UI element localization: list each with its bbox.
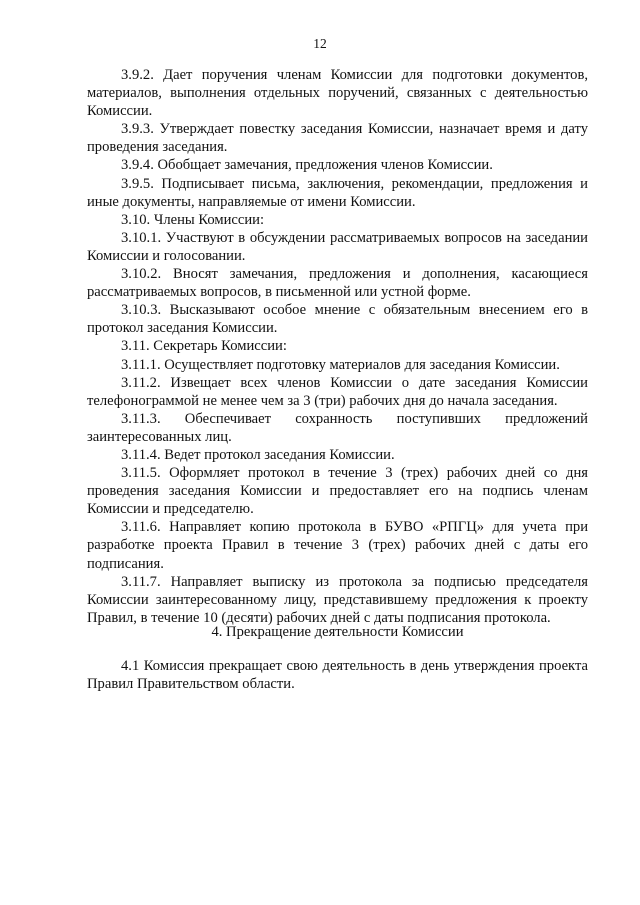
- paragraph-3-11-1: 3.11.1. Осуществляет подготовку материалов для заседания Комиссии.: [121, 356, 560, 373]
- paragraph-3-11-3: 3.11.3. Обеспечивает сохранность поступивших предложений заинтересованных лиц.: [87, 410, 588, 445]
- paragraph-3-11: 3.11. Секретарь Комиссии:: [121, 338, 287, 355]
- closing-section: [87, 657, 588, 693]
- document-body: [87, 66, 588, 627]
- paragraph-3-11-4: 3.11.4. Ведет протокол заседания Комиссии.: [121, 446, 395, 463]
- paragraph-3-9-2: 3.9.2. Дает поручения членам Комиссии для подготовки документов, материалов, выполнения отдельных поручений, связанных с деятельностью Комиссии.: [87, 67, 588, 120]
- paragraph-3-11-6: 3.11.6. Направляет копию протокола в БУВО «РПГЦ» для учета при разработке проекта Правил в течение 3 (трех) рабочих дней с даты его подписания.: [87, 519, 588, 572]
- paragraph-4-1: 4.1 Комиссия прекращает свою деятельность в день утверждения проекта Правил Правительством области.: [87, 658, 588, 693]
- paragraph-3-10-2: 3.10.2. Вносят замечания, предложения и дополнения, касающиеся рассматриваемых вопросов, в письменной или устной форме.: [87, 266, 588, 301]
- paragraph-3-10-3: 3.10.3. Высказывают особое мнение с обязательным внесением его в протокол заседания Комиссии.: [87, 302, 588, 337]
- paragraph-3-9-5: 3.9.5. Подписывает письма, заключения, рекомендации, предложения и иные документы, направляемые от имени Комиссии.: [87, 175, 588, 210]
- paragraph-3-10-1: 3.10.1. Участвуют в обсуждении рассматриваемых вопросов на заседании Комиссии и голосовании.: [87, 229, 588, 264]
- paragraph-3-11-7: 3.11.7. Направляет выписку из протокола за подписью председателя Комиссии заинтересованному лицу, представившему предложения к проекту Правил, в течение 10 (десяти) рабочих дней с даты подписания протокола.: [87, 573, 588, 626]
- paragraph-3-11-2: 3.11.2. Извещает всех членов Комиссии о дате заседания Комиссии телефонограммой не менее чем за 3 (три) рабочих дня до начала заседания.: [87, 374, 588, 409]
- paragraph-3-11-5: 3.11.5. Оформляет протокол в течение 3 (трех) рабочих дней со дня проведения заседания Комиссии и предоставляет его на подпись членам Комиссии и председателю.: [87, 465, 588, 518]
- paragraph-3-9-3: 3.9.3. Утверждает повестку заседания Комиссии, назначает время и дату проведения заседания.: [87, 121, 588, 156]
- section-heading: 4. Прекращение деятельности Комиссии: [211, 624, 464, 640]
- paragraph-3-10: 3.10. Члены Комиссии:: [121, 211, 265, 228]
- paragraph-3-9-4: 3.9.4. Обобщает замечания, предложения членов Комиссии.: [121, 157, 493, 174]
- page-number: 12: [313, 36, 327, 51]
